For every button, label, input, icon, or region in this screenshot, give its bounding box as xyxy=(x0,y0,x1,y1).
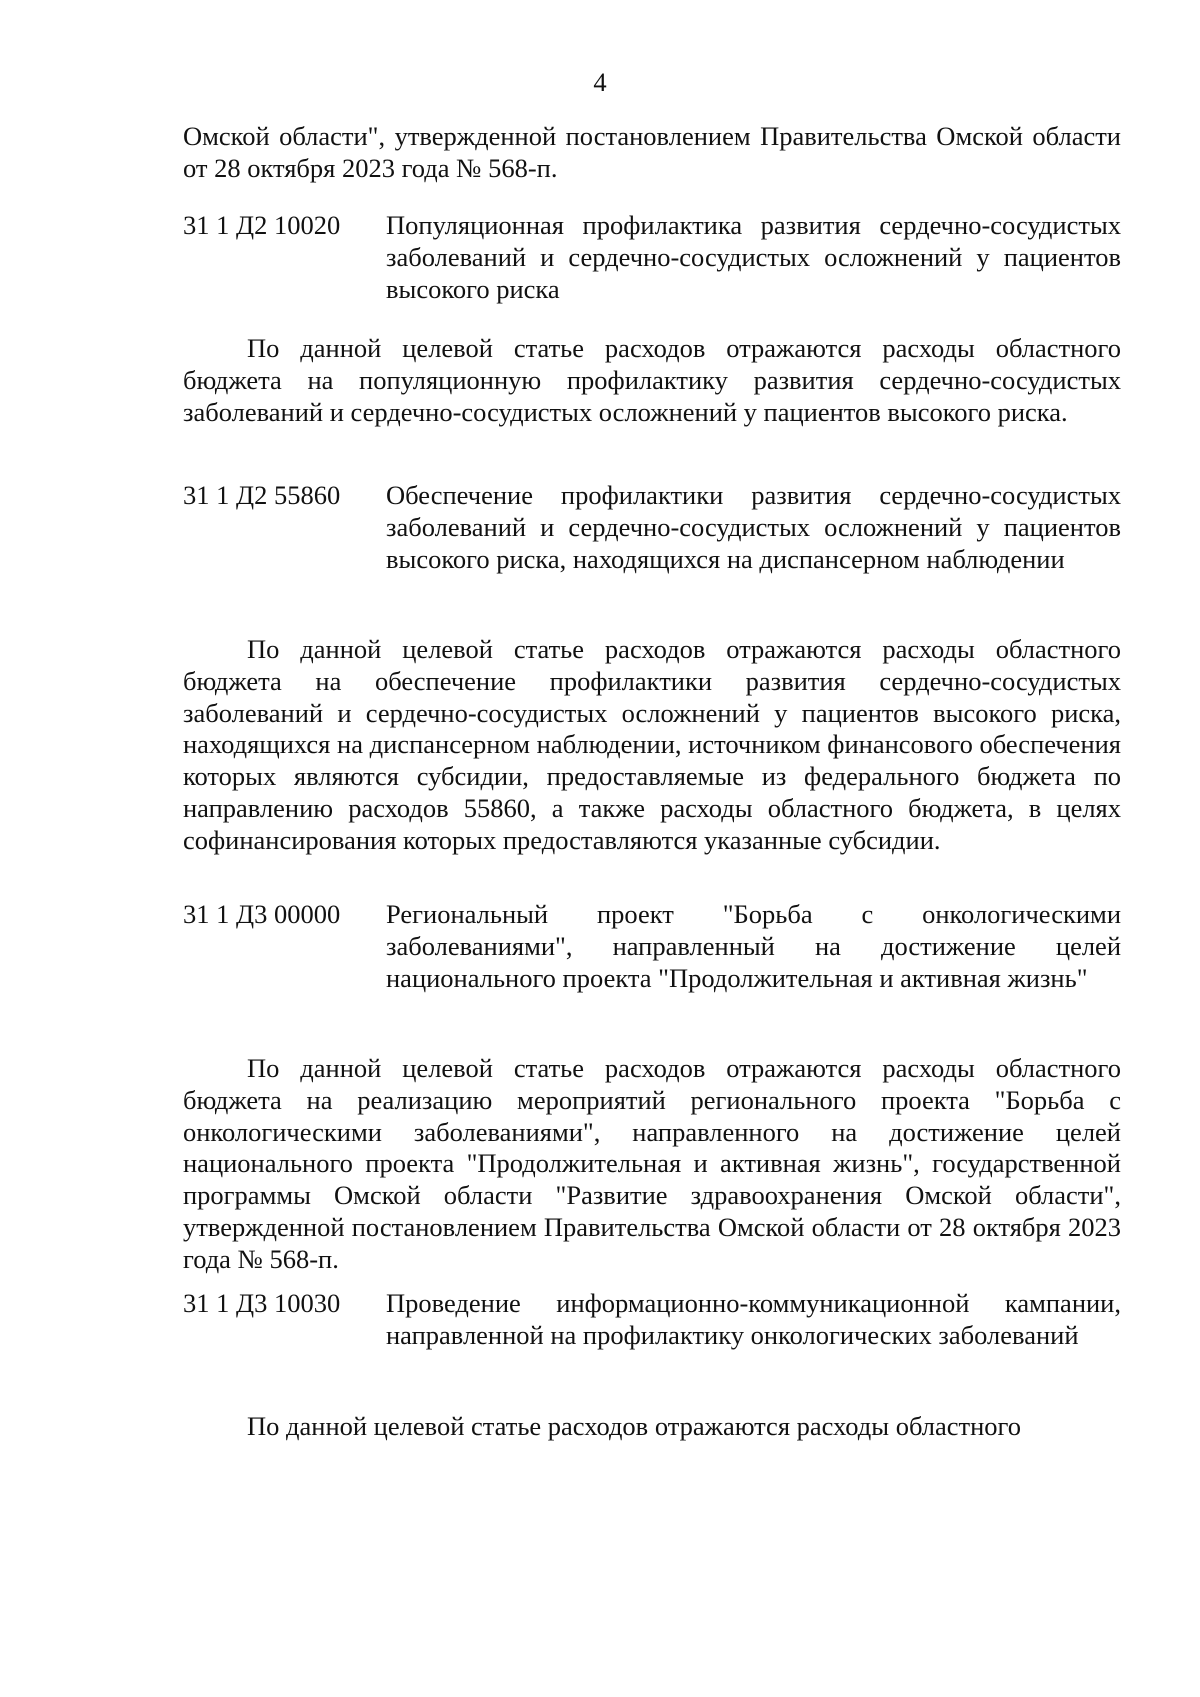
budget-item-description: По данной целевой статье расходов отражаются расходы областного xyxy=(247,1411,1021,1441)
budget-item-title: Проведение информационно-коммуникационной кампании, направленной на профилактику онкологических заболеваний xyxy=(386,1288,1121,1350)
budget-item-title: Региональный проект "Борьба с онкологическими заболеваниями", направленный на достижение целей национального проекта "Продолжительная и активная жизнь" xyxy=(386,899,1121,993)
page-number: 4 xyxy=(593,67,607,97)
budget-item-code: 31 1 Д2 10020 xyxy=(183,210,341,240)
budget-item-description: По данной целевой статье расходов отражаются расходы областного бюджета на обеспечение профилактики развития сердечно-сосудистых заболеваний и сердечно-сосудистых осложнений у пациентов высокого риска, находящихся на диспансерном наблюдении, источником финансового обеспечения которых являются субсидии, предоставляемые из федерального бюджета по направлению расходов 55860, а также расходы областного бюджета, в целях софинансирования которых предоставляются указанные субсидии. xyxy=(183,634,1121,855)
continuation-paragraph: Омской области", утвержденной постановлением Правительства Омской области от 28 октября 2023 года № 568-п. xyxy=(183,121,1121,183)
budget-item-title: Обеспечение профилактики развития сердечно-сосудистых заболеваний и сердечно-сосудистых осложнений у пациентов высокого риска, находящихся на диспансерном наблюдении xyxy=(386,480,1121,574)
budget-item-description: По данной целевой статье расходов отражаются расходы областного бюджета на популяционную профилактику развития сердечно-сосудистых заболеваний и сердечно-сосудистых осложнений у пациентов высокого риска. xyxy=(183,333,1121,427)
budget-item-title: Популяционная профилактика развития сердечно-сосудистых заболеваний и сердечно-сосудистых осложнений у пациентов высокого риска xyxy=(386,210,1121,304)
budget-item-code: 31 1 Д2 55860 xyxy=(183,480,341,510)
budget-item-description: По данной целевой статье расходов отражаются расходы областного бюджета на реализацию мероприятий регионального проекта "Борьба с онкологическими заболеваниями", направленного на достижение целей национального проекта "Продолжительная и активная жизнь", государственной программы Омской области "Развитие здравоохранения Омской области", утвержденной постановлением Правительства Омской области от 28 октября 2023 года № 568-п. xyxy=(183,1053,1121,1274)
budget-item-code: 31 1 Д3 10030 xyxy=(183,1288,341,1318)
budget-item-code: 31 1 Д3 00000 xyxy=(183,899,341,929)
